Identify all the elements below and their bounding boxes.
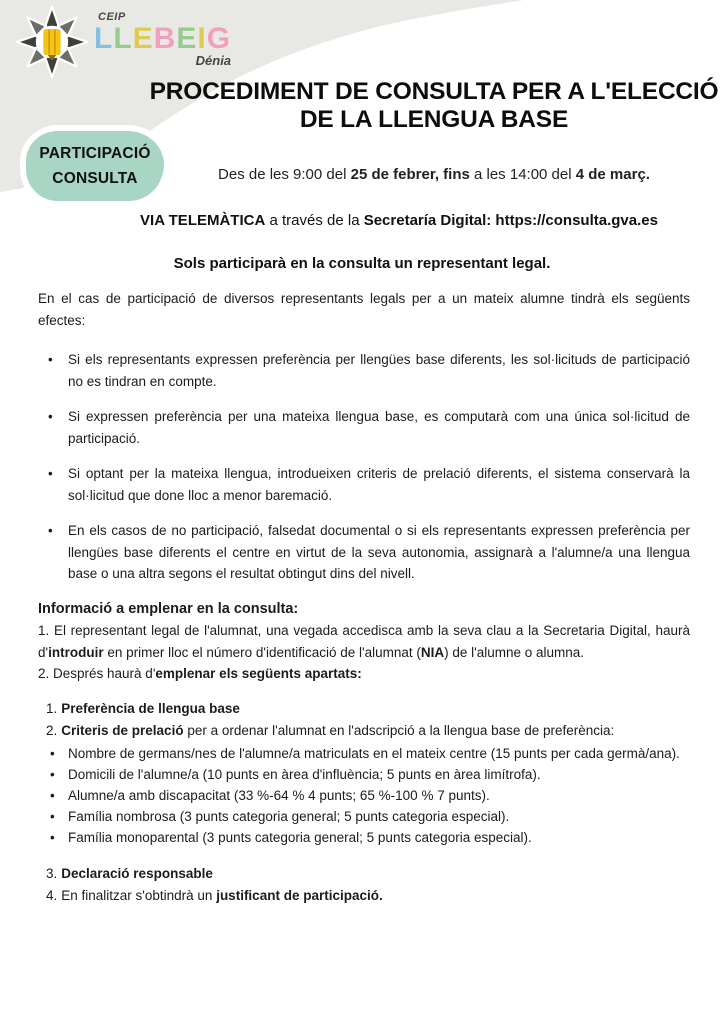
item-number: 1. — [46, 700, 58, 716]
logo-text — [94, 12, 231, 67]
step1-text-2: en primer lloc el número d'identificació de l'alumnat ( — [103, 644, 421, 660]
list-item: • Família monoparental (3 punts categoria general; 5 punts categoria especial). — [38, 828, 690, 848]
logo-letter: E — [132, 22, 154, 55]
step2-paragraph — [38, 663, 690, 685]
info-heading: Informació a emplenar en la consulta: — [38, 600, 299, 617]
via-telematica-label: VIA TELEMÀTICA — [140, 212, 266, 229]
item-number: 3. — [46, 865, 58, 881]
step1-bold-introduir: introduir — [48, 644, 104, 660]
participation-badge — [20, 125, 170, 207]
item-number: 4. — [46, 887, 58, 903]
logo-wordmark — [94, 24, 231, 54]
pencil-star-logo-icon — [16, 6, 88, 78]
page-title-line2: DE LA LLENGUA BASE — [299, 106, 569, 133]
schedule-bold-1: 25 de febrer, fins — [350, 166, 470, 183]
logo-letter: L — [113, 22, 133, 55]
step1-text-3: ) de l'alumne o alumna. — [444, 644, 585, 660]
step2-bold: emplenar els següents apartats: — [155, 666, 362, 681]
step2-text: 2. Després haurà d' — [38, 666, 156, 681]
intro-paragraph: En el cas de participació de diversos representants legals per a un mateix alumne tindrà els següents efectes: — [38, 291, 690, 328]
apartat-item-3 — [38, 863, 690, 885]
item-number: 2. — [46, 722, 58, 738]
logo-letter: G — [206, 22, 232, 55]
logo-letter: L — [94, 22, 114, 55]
apartat-item-1 — [38, 698, 690, 720]
apartat-item-2 — [38, 720, 690, 742]
school-logo — [16, 6, 231, 78]
criteria-list — [38, 744, 690, 848]
list-item: • Nombre de germans/nes de l'alumne/a matriculats en el mateix centre (15 punts per cada germà/ana). — [38, 744, 690, 764]
secretaria-digital-url: Secretaría Digital: https://consulta.gva.es — [363, 212, 658, 229]
badge-line2: CONSULTA — [52, 170, 138, 187]
telematic-line — [74, 212, 724, 229]
logo-letter: I — [197, 22, 207, 55]
logo-letter: B — [153, 22, 177, 55]
schedule-text-1: Des de les 9:00 del — [218, 166, 351, 183]
schedule-bold-2: 4 de març. — [575, 166, 650, 183]
apartat-2-label: Criteris de prelació — [61, 722, 184, 738]
list-item: • En els casos de no participació, falsedat documental o si els representants expressen preferència per llengües base diferents el centre en virtut de la seva autonomia, assignarà a l'alumne/a una llengua base o una altra segons el resultat obtingut dins del nivell. — [38, 520, 690, 585]
apartat-1-label: Preferència de llengua base — [61, 700, 240, 716]
page-title-line1: PROCEDIMENT DE CONSULTA PER A L'ELECCIÓ — [149, 78, 719, 105]
schedule-line — [146, 166, 722, 183]
document-body — [38, 288, 690, 907]
schedule-text-2: a les 14:00 del — [469, 166, 576, 183]
list-item: • Domicili de l'alumne/a (10 punts en àrea d'influència; 5 punts en àrea limítrofa). — [38, 765, 690, 785]
list-item: • Alumne/a amb discapacitat (33 %-64 % 4 punts; 65 %-100 % 7 punts). — [38, 786, 690, 806]
page-title — [146, 78, 722, 134]
step1-text-1: 1. El representant legal de l'alumnat, una vegada accedisca amb la seva clau a la Secretaria Digital, haurà d' — [38, 623, 690, 660]
single-representative-note: Sols participarà en la consulta un representant legal. — [173, 255, 551, 272]
apartat-4-text: En finalitzar s'obtindrà un — [61, 887, 217, 903]
step1-bold-nia: NIA — [420, 644, 445, 660]
via-text: a través de la — [265, 212, 364, 229]
effects-list — [38, 349, 690, 585]
list-item: • Família nombrosa (3 punts categoria general; 5 punts categoria especial). — [38, 807, 690, 827]
list-item: • Si optant per la mateixa llengua, introdueixen criteris de prelació diferents, el sistema conservarà la sol·licitud que done lloc a menor baremació. — [38, 463, 690, 506]
apartat-2-text: per a ordenar l'alumnat en l'adscripció a la llengua base de preferència: — [183, 722, 615, 738]
badge-line1: PARTICIPACIÓ — [39, 145, 151, 162]
list-item: • Si els representants expressen preferència per llengües base diferents, les sol·licituds de participació no es tindran en compte. — [38, 349, 690, 392]
apartat-item-4 — [38, 885, 690, 907]
logo-letter: E — [176, 22, 198, 55]
list-item: • Si expressen preferència per una mateixa llengua base, es computarà com una única sol·licitud de participació. — [38, 406, 690, 449]
step1-paragraph — [38, 620, 690, 663]
apartat-3-label: Declaració responsable — [61, 865, 213, 881]
logo-ceip-label: CEIP — [98, 11, 126, 23]
logo-city-label: Dénia — [195, 53, 232, 68]
apartat-4-bold: justificant de participació. — [216, 887, 383, 903]
apartats-list — [38, 698, 690, 907]
